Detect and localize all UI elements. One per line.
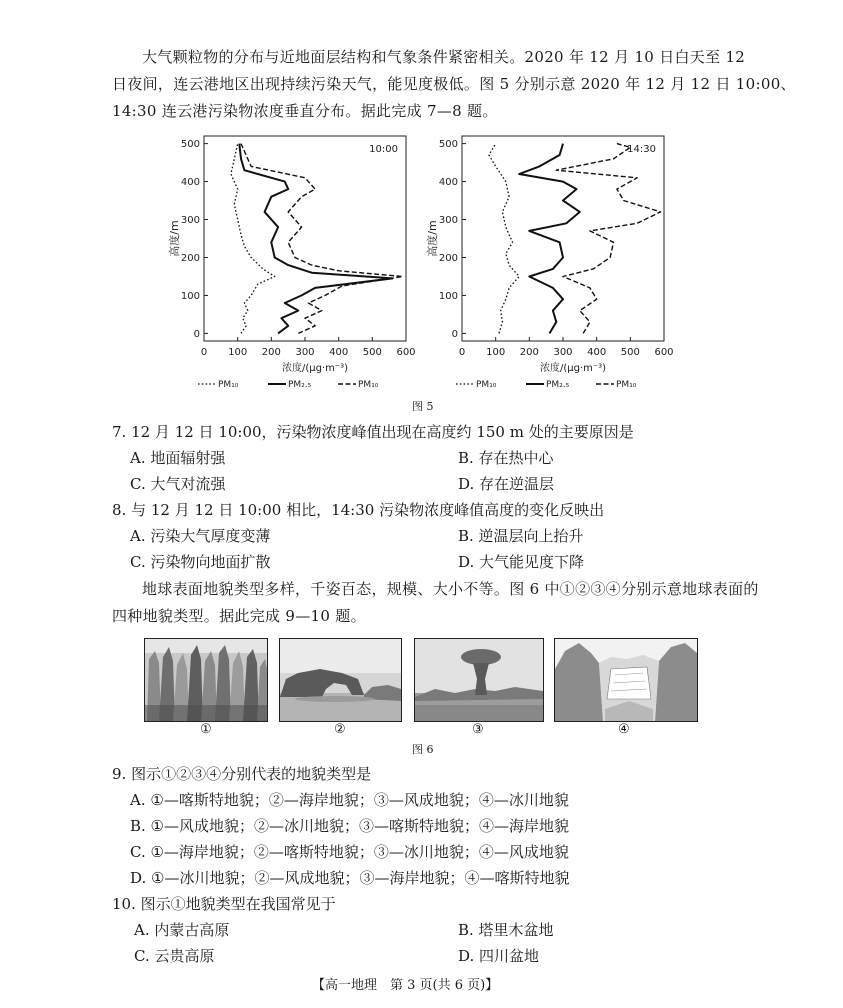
legend-label: PM₁₀ [358, 380, 379, 390]
legend-label: PM₂.₅ [288, 380, 312, 390]
x-tick-label: 600 [654, 347, 674, 358]
figure-5-caption: 图 5 [412, 400, 434, 413]
q10-option-b: B. 塔里木盆地 [458, 921, 554, 939]
q7-option-d: D. 存在逆温层 [458, 475, 555, 493]
y-axis-label: 高度/m [168, 220, 181, 257]
y-tick-label: 100 [180, 290, 200, 302]
intro-line: 14:30 连云港污染物浓度垂直分布。据此完成 7—8 题。 [112, 102, 498, 120]
x-axis-label: 浓度/(μg·m⁻³) [281, 363, 349, 374]
x-tick-label: 400 [329, 347, 349, 358]
q8-option-d: D. 大气能见度下降 [458, 553, 585, 571]
landform-photo-4-glacial-valley [554, 638, 698, 722]
q9-option-d: D. ①—冰川地貌；②—风成地貌；③—海岸地貌；④—喀斯特地貌 [130, 869, 570, 887]
intro-line: 大气颗粒物的分布与近地面层结构和气象条件紧密相关。2020 年 12 月 10 日白天至 12 [142, 48, 746, 66]
photo-label-1: ① [200, 722, 212, 737]
y-tick-label: 300 [438, 215, 458, 227]
chart-title: 10:00 [369, 144, 398, 155]
legend-label: PM₁₀ [218, 380, 239, 390]
question-9-stem: 9. 图示①②③④分别代表的地貌类型是 [112, 765, 372, 783]
y-tick-label: 400 [438, 177, 458, 189]
y-tick-label: 0 [193, 328, 200, 340]
x-tick-label: 300 [295, 347, 315, 358]
intro-paragraph-2 [112, 576, 759, 630]
q10-option-c: C. 云贵高原 [134, 947, 215, 965]
series-line-solid [239, 144, 392, 334]
legend-label: PM₂.₅ [546, 380, 570, 390]
y-tick-label: 500 [438, 139, 458, 151]
question-10-stem: 10. 图示①地貌类型在我国常见于 [112, 895, 336, 913]
y-tick-label: 100 [438, 290, 458, 302]
x-tick-label: 200 [519, 347, 539, 358]
intro-line: 四种地貌类型。据此完成 9—10 题。 [112, 607, 366, 625]
photo-label-2: ② [334, 722, 346, 737]
x-tick-label: 400 [587, 347, 607, 358]
y-tick-label: 0 [451, 328, 458, 340]
q8-option-b: B. 逆温层向上抬升 [458, 527, 584, 545]
y-axis-label: 高度/m [426, 220, 439, 257]
series-line-dotted [489, 144, 519, 334]
q8-option-c: C. 污染物向地面扩散 [130, 553, 271, 571]
q8-option-a: A. 污染大气厚度变薄 [130, 527, 271, 545]
q7-option-c: C. 大气对流强 [130, 475, 226, 493]
y-tick-label: 400 [180, 177, 200, 189]
x-tick-label: 100 [486, 347, 506, 358]
intro-line: 地球表面地貌类型多样，千姿百态，规模、大小不等。图 6 中①②③④分别示意地球表面的 [142, 580, 759, 598]
x-tick-label: 200 [261, 347, 281, 358]
x-tick-label: 600 [396, 347, 416, 358]
x-axis-label: 浓度/(μg·m⁻³) [539, 363, 607, 374]
series-line-dashed [241, 144, 403, 334]
y-tick-label: 200 [438, 252, 458, 264]
q9-option-b: B. ①—风成地貌；②—冰川地貌；③—喀斯特地貌；④—海岸地貌 [130, 817, 570, 835]
photo-label-4: ④ [618, 722, 630, 737]
legend-label: PM₁₀ [476, 380, 497, 390]
intro-line: 日夜间，连云港地区出现持续污染天气，能见度极低。图 5 分别示意 2020 年 12 月 12 日 10:00、 [112, 75, 796, 93]
q10-option-a: A. 内蒙古高原 [134, 921, 230, 939]
y-tick-label: 200 [180, 252, 200, 264]
y-tick-label: 300 [180, 215, 200, 227]
x-tick-label: 0 [200, 347, 208, 358]
series-line-dashed [556, 144, 660, 334]
intro-paragraph-1 [112, 44, 796, 125]
chart-title: 14:30 [627, 144, 656, 155]
q7-option-a: A. 地面辐射强 [130, 449, 226, 467]
figure-6-caption: 图 6 [412, 743, 434, 756]
page-footer: 【高一地理 第 3 页(共 6 页)】 [312, 978, 499, 993]
photo-label-3: ③ [472, 722, 484, 737]
plot-frame [462, 136, 664, 341]
q9-option-a: A. ①—喀斯特地貌；②—海岸地貌；③—风成地貌；④—冰川地貌 [130, 791, 569, 809]
landform-photo-1-stone-forest [144, 638, 268, 722]
x-tick-label: 500 [620, 347, 640, 358]
q7-option-b: B. 存在热中心 [458, 449, 554, 467]
q9-option-c: C. ①—海岸地貌；②—喀斯特地貌；③—冰川地貌；④—风成地貌 [130, 843, 569, 861]
x-tick-label: 500 [362, 347, 382, 358]
x-tick-label: 0 [458, 347, 466, 358]
x-tick-label: 100 [228, 347, 248, 358]
x-tick-label: 300 [553, 347, 573, 358]
question-8-stem: 8. 与 12 月 12 日 10:00 相比，14:30 污染物浓度峰值高度的变化反映出 [112, 501, 605, 519]
plot-frame [204, 136, 406, 341]
figure-5-charts [160, 130, 680, 392]
y-tick-label: 500 [180, 139, 200, 151]
q10-option-d: D. 四川盆地 [458, 947, 540, 965]
question-7-stem: 7. 12 月 12 日 10:00，污染物浓度峰值出现在高度约 150 m 处的主要原因是 [112, 423, 634, 441]
landform-photo-2-sea-arch [279, 638, 402, 722]
landform-photo-3-mushroom-rock [414, 638, 544, 722]
legend-label: PM₁₀ [616, 380, 637, 390]
